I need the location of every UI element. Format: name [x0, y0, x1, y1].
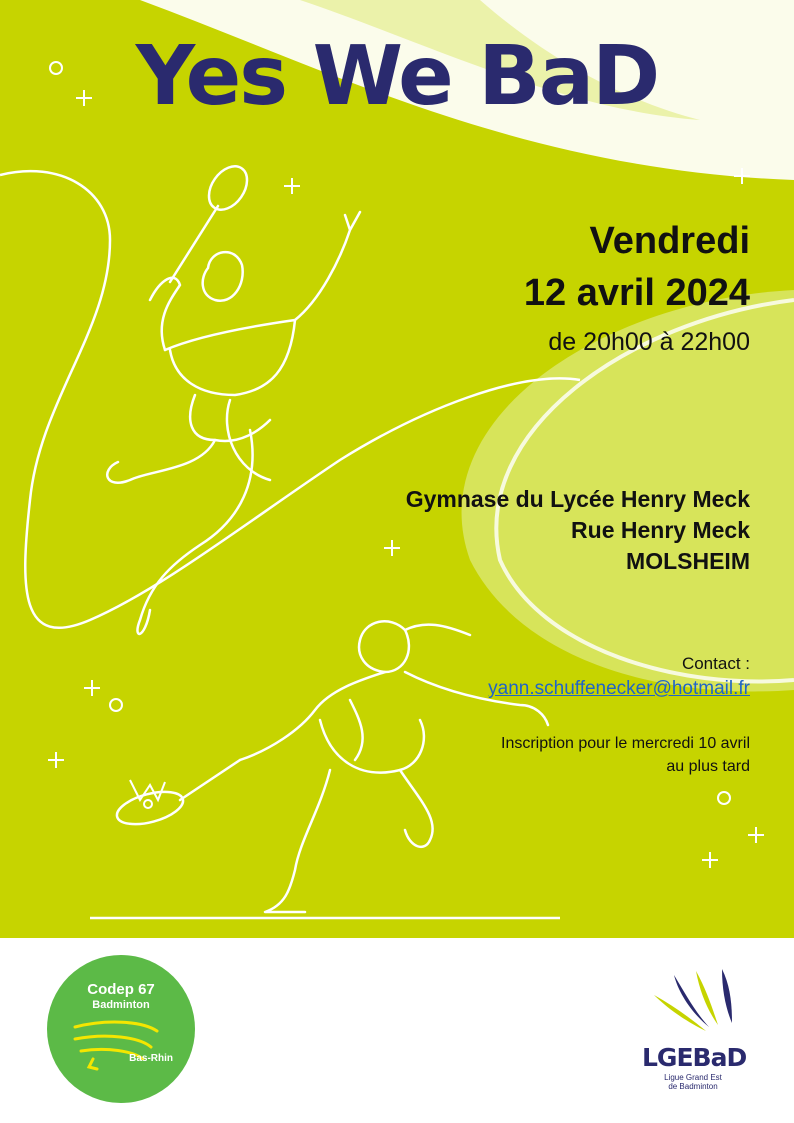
event-day: Vendredi: [589, 220, 750, 262]
contact-email-link[interactable]: yann.schuffenecker@hotmail.fr: [488, 678, 750, 699]
codep-region: Bas-Rhin: [129, 1053, 173, 1064]
sparkle-plus-icon: [48, 752, 64, 768]
jumping-player-lineart: [107, 159, 360, 634]
venue-block: [406, 484, 750, 577]
sparkle-plus-icon: [284, 178, 300, 194]
lgebad-logo: [634, 965, 764, 1105]
codep-shuttle-icon: [47, 955, 195, 1103]
sparkle-plus-icon: [702, 852, 718, 868]
sparkle-plus-icon: [84, 680, 100, 696]
sparkle-circle-icon: [718, 792, 730, 804]
sparkle-plus-icon: [748, 827, 764, 843]
lgebad-name: LGEBaD: [642, 1043, 747, 1072]
event-date: 12 avril 2024: [523, 272, 750, 314]
event-title: Yes We BaD: [135, 29, 659, 124]
registration-line-2: au plus tard: [666, 758, 750, 775]
sparkle-plus-icon: [384, 540, 400, 556]
venue-city: MOLSHEIM: [626, 548, 750, 574]
lgebad-subtitle-line-2: de Badminton: [668, 1082, 718, 1091]
event-time: de 20h00 à 22h00: [548, 328, 750, 356]
racket-handle-1: [170, 206, 218, 282]
codep-name: Codep 67: [87, 981, 155, 998]
lgebad-subtitle: [648, 1073, 738, 1091]
codep67-logo: [47, 955, 195, 1103]
racket-handle-2: [180, 760, 240, 800]
lgebad-subtitle-line-1: Ligue Grand Est: [664, 1073, 722, 1082]
registration-deadline: [501, 732, 750, 778]
racket-head-1: [201, 159, 255, 217]
contact-label: Contact :: [681, 654, 750, 673]
sparkle-circle-icon: [110, 699, 122, 711]
venue-street: Rue Henry Meck: [571, 517, 750, 543]
lgebad-feather-icon: [634, 965, 764, 1045]
codep-sport: Badminton: [92, 999, 150, 1011]
lunging-player-lineart: [114, 621, 548, 912]
venue-name: Gymnase du Lycée Henry Meck: [405, 486, 750, 512]
registration-line-1: Inscription pour le mercredi 10 avril: [501, 735, 750, 752]
